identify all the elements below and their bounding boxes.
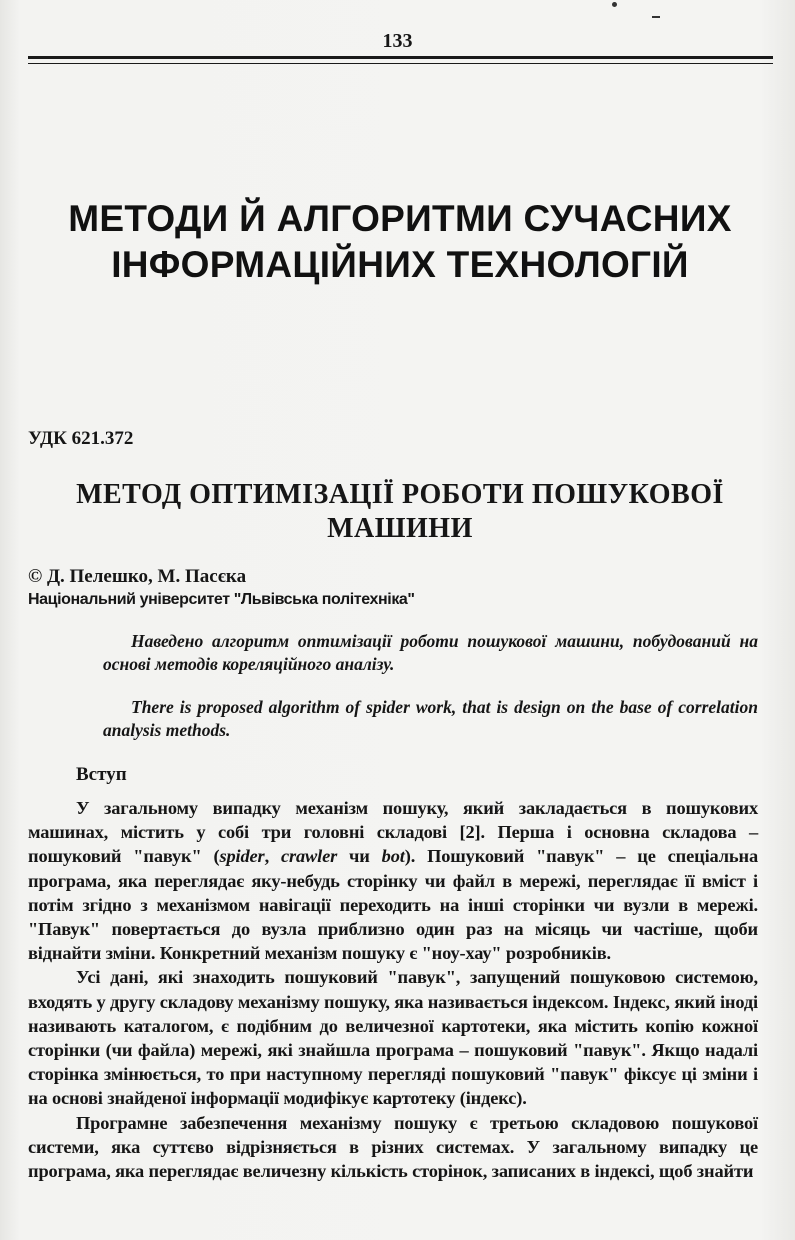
term-bot: bot — [381, 846, 405, 867]
paragraph-1-part-1: У загальному випадку механізм пошуку, який закладається в пошукових машинах, містить у собі три головні складові [2]. Перша і основна складова – пошуковий "павук" ( — [28, 798, 758, 867]
paragraph-3: Програмне забезпечення механізму пошуку є третьою складовою пошукової системи, яка суттєво відрізняється в різних системах. У загальному випадку це програма, яка переглядає величезну кількість сторінок, записаних в індексі, щоб знайти — [28, 1112, 758, 1182]
abstract-english: There is proposed algorithm of spider work, that is design on the base of correlation analysis methods. — [103, 697, 758, 740]
intro-heading: Вступ — [76, 764, 127, 785]
scan-speck — [652, 16, 660, 18]
scan-speck — [612, 2, 617, 7]
paragraph-2: Усі дані, які знаходить пошуковий "павук", запущений пошуковою системою, входять у другу складову механізму пошуку, яка називається індексом. Індекс, який іноді називають каталогом, є подібним до величезної картотеки, яка містить копію кожної сторінки (чи файла) мережі, які знайшла програма – пошуковий "павук". Якщо надалі сторінка змінюється, то при наступному перегляді пошуковий "павук" фіксує ці зміни і на основі знайденої інформації модифікує картотеку (індекс). — [28, 967, 758, 1109]
affiliation: Національний університет "Львівська політехніка" — [28, 591, 415, 608]
section-title: МЕТОДИ Й АЛГОРИТМИ СУЧАСНИХ ІНФОРМАЦІЙНИХ ТЕХНОЛОГІЙ — [68, 198, 732, 285]
header-rule-thin — [28, 63, 773, 64]
body-text — [28, 796, 758, 1183]
authors: © Д. Пелешко, М. Пасєка — [28, 566, 247, 587]
page-number: 133 — [382, 30, 413, 52]
term-crawler: crawler — [280, 846, 338, 867]
header-rule-thick — [28, 56, 773, 59]
paragraph-1-part-2: ). Пошуковий "павук" – це спеціальна програма, яка переглядає яку-небудь сторінку чи файл в мережі, переглядає її вміст і потім згідно з механізмом навігації переходить на інші сторінки чи вузли в мережі. "Павук" повертається до вузла приблизно один раз на місяць чи частіше, щоби віднайти зміни. Конкретний механізм пошуку є "ноу-хау" розробників. — [28, 846, 758, 964]
udk-code: УДК 621.372 — [28, 428, 134, 449]
abstract-ukrainian: Наведено алгоритм оптимізації роботи пошукової машини, побудований на основі методів кореляційного аналізу. — [103, 631, 758, 674]
term-spider: spider — [219, 846, 265, 867]
article-title: МЕТОД ОПТИМІЗАЦІЇ РОБОТИ ПОШУКОВОЇ МАШИНИ — [76, 479, 724, 544]
paragraph-1 — [28, 796, 758, 965]
separator-comma: , — [264, 846, 281, 867]
separator-or: чи — [337, 846, 382, 867]
